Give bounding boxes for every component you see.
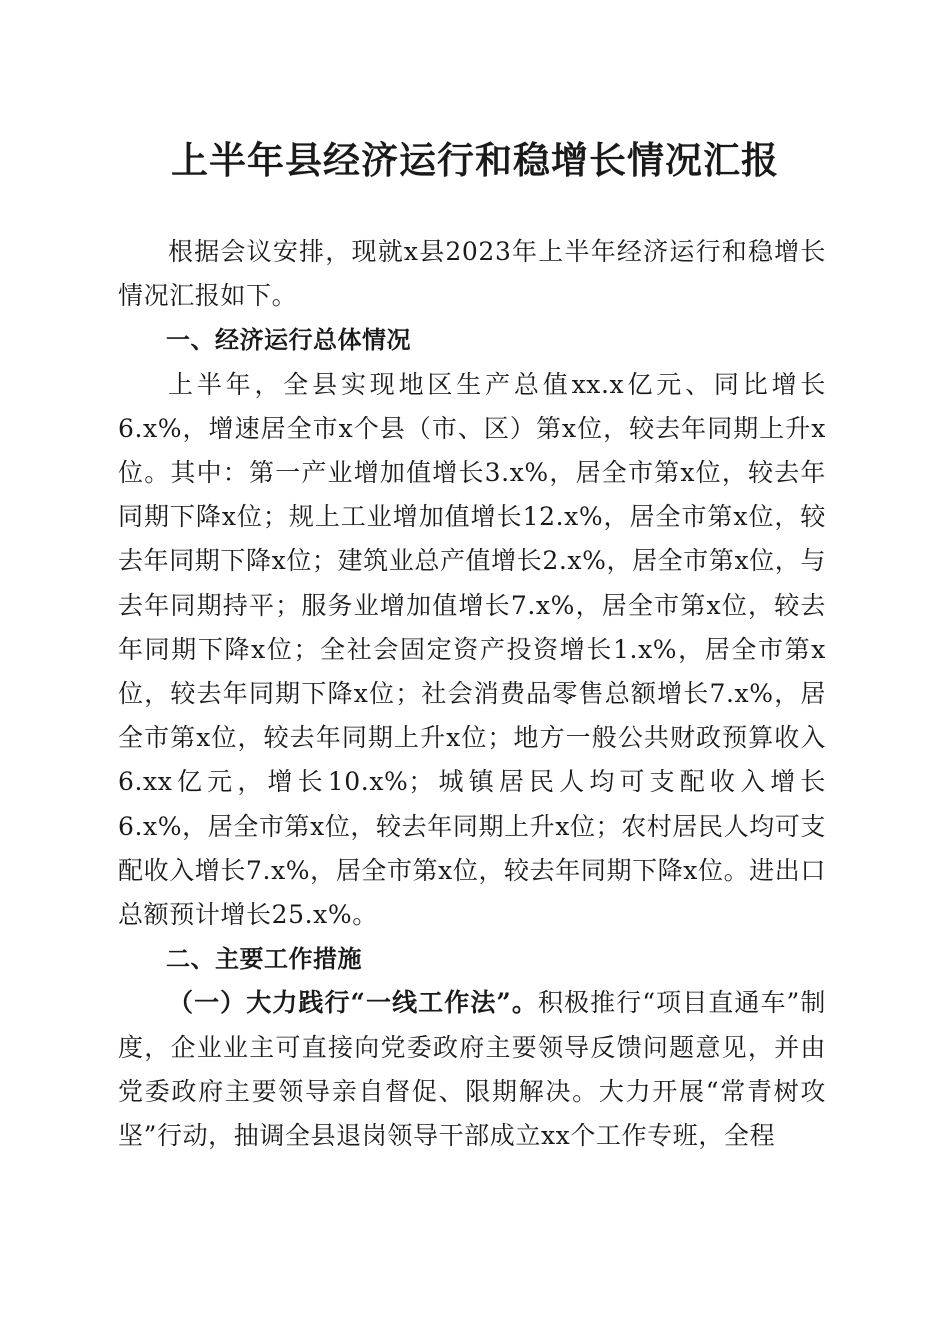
measure-item-1-body: 积极推行“项目直通车”制度，企业业主可直接向党委政府主要领导反馈问题意见，并由党委政府主要领导亲自督促、限期解决。大力开展“常青树攻坚”行动，抽调全县退岗领导干部成立xx个工作专班，全程 (118, 988, 827, 1151)
section-heading-overview: 一、经济运行总体情况 (166, 326, 411, 355)
measure-item-1-lead: （一）大力践行“一线工作法”。 (168, 988, 538, 1018)
measure-item-1 (118, 981, 826, 1158)
intro-paragraph: 根据会议安排，现就x县2023年上半年经济运行和稳增长情况汇报如下。 (118, 237, 826, 311)
document-title: 上半年县经济运行和稳增长情况汇报 (171, 138, 779, 182)
overview-paragraph: 上半年，全县实现地区生产总值xx.x亿元、同比增长6.x%，增速居全市x个县（市、区）第x位，较去年同期上升x位。其中：第一产业增加值增长3.x%，居全市第x位，较去年同期下降x位；规上工业增加值增长12.x%，居全市第x位，较去年同期下降x位；建筑业总产值增长2.x%，居全市第x位，与去年同期持平；服务业增加值增长7.x%，居全市第x位，较去年同期下降x位；全社会固定资产投资增长1.x%，居全市第x位，较去年同期下降x位；社会消费品零售总额增长7.x%，居全市第x位，较去年同期上升x位；地方一般公共财政预算收入6.xx亿元，增长10.x%；城镇居民人均可支配收入增长6.x%，居全市第x位，较去年同期上升x位；农村居民人均可支配收入增长7.x%，居全市第x位，较去年同期下降x位。进出口总额预计增长25.x%。 (118, 369, 826, 930)
section-heading-measures: 二、主要工作措施 (166, 945, 362, 974)
document-body (118, 230, 826, 1158)
